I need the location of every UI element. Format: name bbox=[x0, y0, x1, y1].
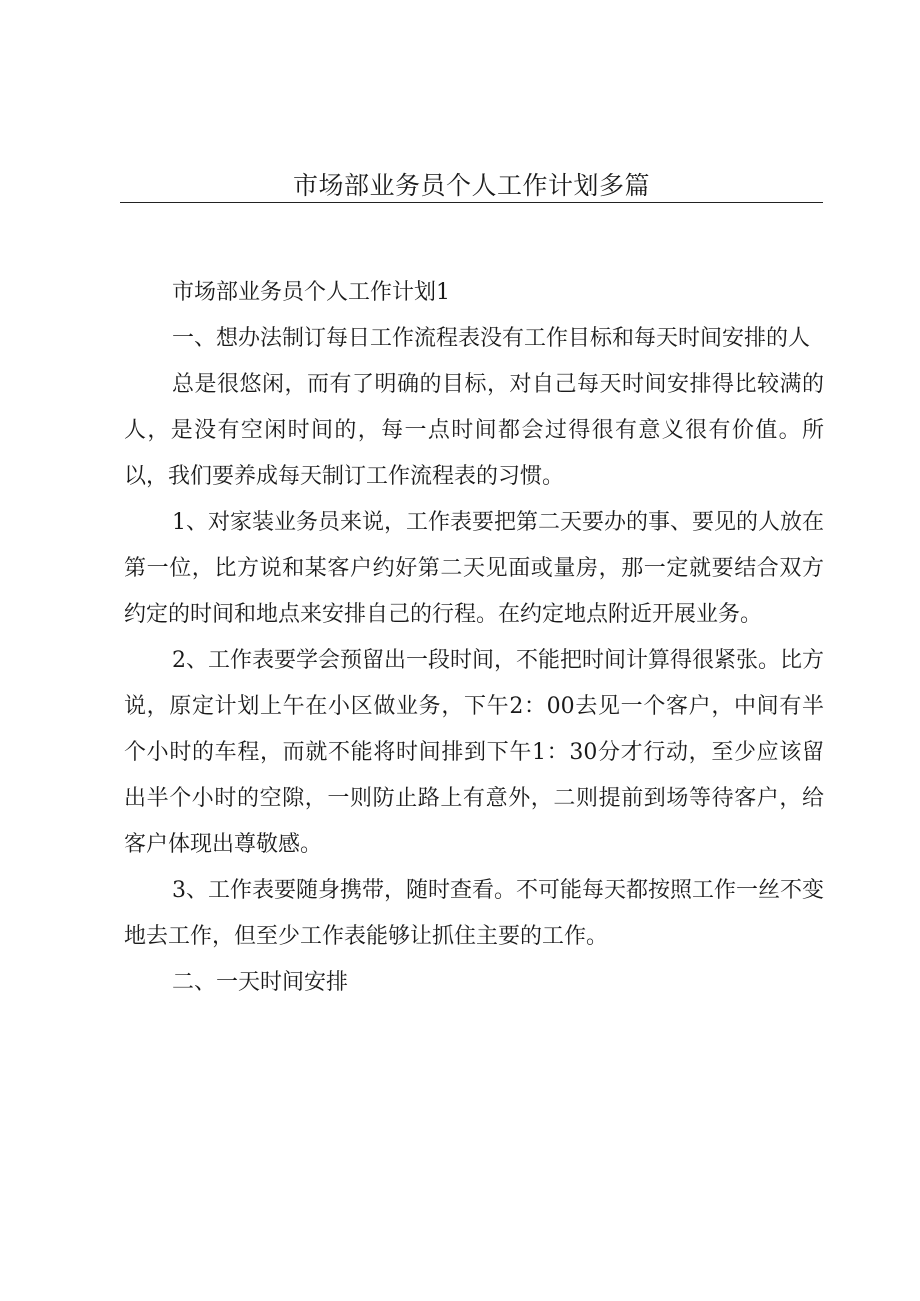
paragraph: 总是很悠闲，而有了明确的目标，对自己每天时间安排得比较满的人，是没有空闲时间的，每一点时间都会过得很有意义很有价值。所以，我们要养成每天制订工作流程表的习惯。 bbox=[124, 372, 824, 489]
section-heading: 市场部业务员个人工作计划1 bbox=[172, 280, 450, 305]
paragraph: 3、工作表要随身携带，随时查看。不可能每天都按照工作一丝不变地去工作，但至少工作表能够让抓住主要的工作。 bbox=[124, 878, 824, 949]
paragraph: 1、对家装业务员来说，工作表要把第二天要办的事、要见的人放在第一位，比方说和某客户约好第二天见面或量房，那一定就要结合双方约定的时间和地点来安排自己的行程。在约定地点附近开展业务。 bbox=[124, 510, 824, 627]
section-heading: 二、一天时间安排 bbox=[172, 970, 349, 995]
document-title: 市场部业务员个人工作计划多篇 bbox=[292, 171, 650, 200]
document-body bbox=[124, 270, 824, 1006]
paragraph: 2、工作表要学会预留出一段时间，不能把时间计算得很紧张。比方说，原定计划上午在小区做业务，下午2：00去见一个客户，中间有半个小时的车程，而就不能将时间排到下午1：30分才行动，至少应该留出半个小时的空隙，一则防止路上有意外，二则提前到场等待客户，给客户体现出尊敬感。 bbox=[124, 648, 824, 857]
title-underline bbox=[120, 202, 823, 203]
paragraph: 一、想办法制订每日工作流程表没有工作目标和每天时间安排的人 bbox=[172, 326, 811, 351]
